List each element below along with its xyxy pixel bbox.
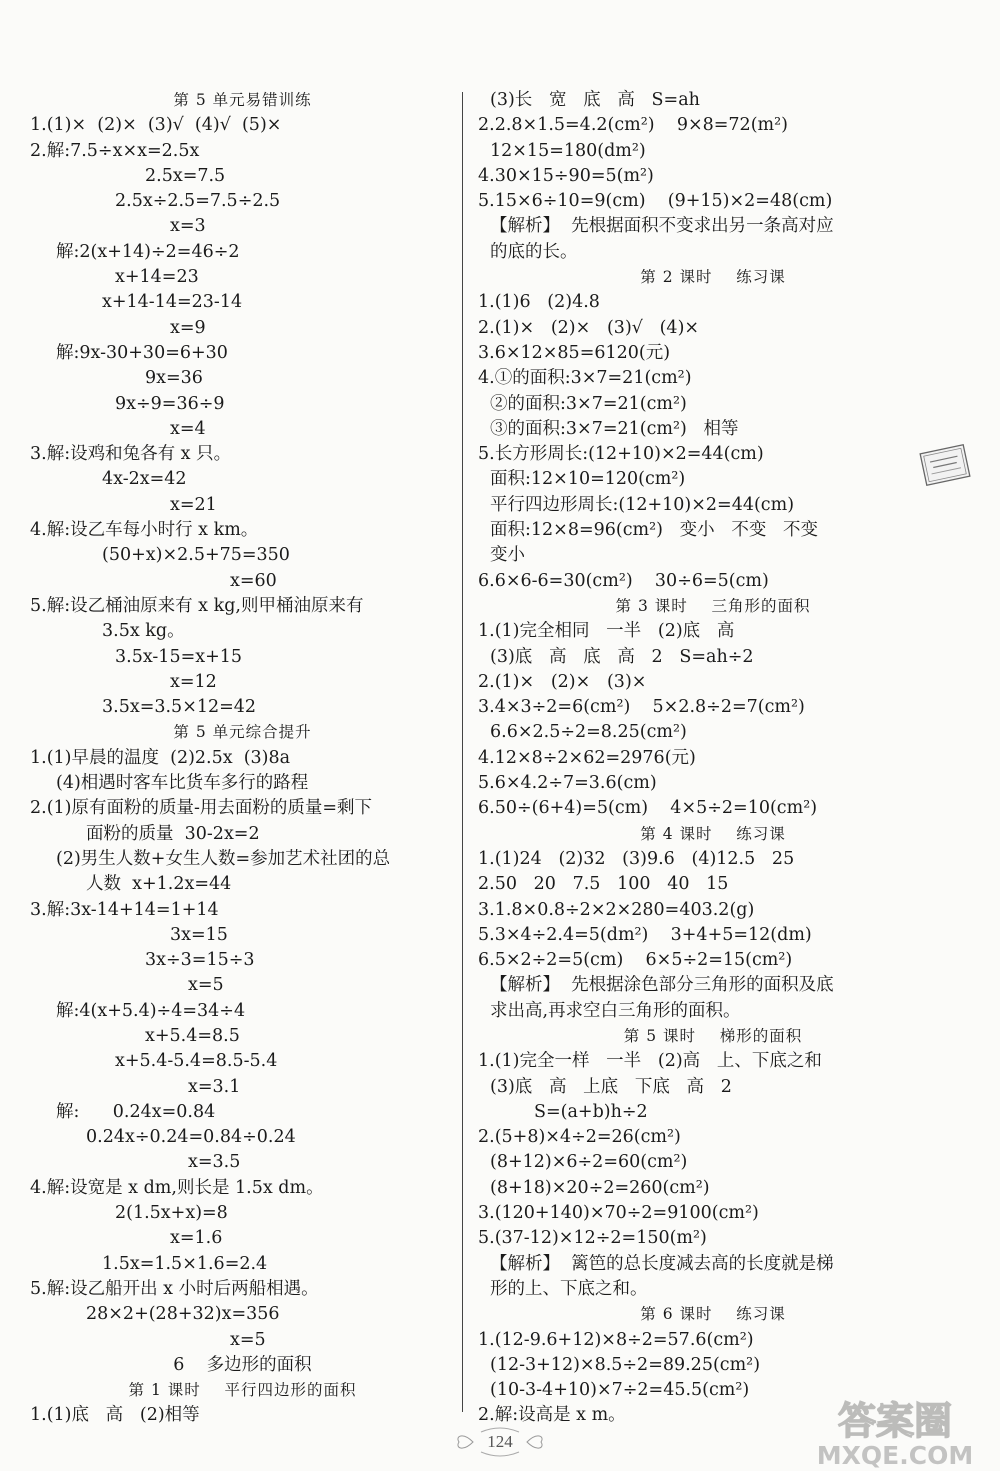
- answer-line: 5.15×6÷10=9(cm) (9+15)×2=48(cm): [478, 191, 833, 212]
- answer-line: x+14=23: [115, 267, 199, 288]
- answer-line: 2.2.8×1.5=4.2(cm²) 9×8=72(m²): [478, 115, 788, 136]
- answer-line: x+5.4-5.4=8.5-5.4: [115, 1051, 278, 1072]
- watermark-top: 答案圈: [837, 1399, 953, 1443]
- section-heading: 第 6 课时 练习课: [640, 1305, 786, 1324]
- answer-line: 面积:12×10=120(cm²): [490, 469, 686, 490]
- answer-line: (3)长 宽 底 高 S=ah: [490, 90, 700, 110]
- answer-line: 5.6×4.2÷7=3.6(cm): [478, 773, 657, 794]
- answer-line: x=5: [188, 975, 224, 996]
- answer-line: 1.(1)6 (2)4.8: [478, 292, 600, 313]
- answer-line: (3)底 高 底 高 2 S=ah÷2: [490, 646, 754, 667]
- answer-line: 5.(37-12)×12÷2=150(m²): [478, 1228, 707, 1249]
- answer-line: 【解析】 篱笆的总长度减去高的长度就是梯: [490, 1253, 834, 1274]
- answer-line: 求出高,再求空白三角形的面积。: [490, 1000, 741, 1021]
- answer-line: (3)底 高 上底 下底 高 2: [490, 1076, 732, 1097]
- answer-line: 2(1.5x+x)=8: [115, 1203, 228, 1224]
- answer-line: 1.(1)24 (2)32 (3)9.6 (4)12.5 25: [478, 848, 795, 869]
- answer-line: 面粉的质量 30-2x=2: [86, 823, 260, 844]
- answer-line: 解:2(x+14)÷2=46÷2: [56, 241, 240, 262]
- answer-line: 5.解:设乙桶油原来有 x kg,则甲桶油原来有: [30, 595, 364, 616]
- answer-line: S=(a+b)h÷2: [534, 1101, 648, 1122]
- answer-line: 【解析】 先根据涂色部分三角形的面积及底: [490, 975, 834, 996]
- answer-line: ②的面积:3×7=21(cm²): [490, 393, 687, 414]
- answer-line: 的底的长。: [490, 241, 578, 262]
- answer-line: 28×2+(28+32)x=356: [86, 1304, 280, 1325]
- answer-line: 4.解:设宽是 x dm,则长是 1.5x dm。: [30, 1177, 324, 1198]
- answer-line: 5.长方形周长:(12+10)×2=44(cm): [478, 444, 764, 465]
- watermark-bottom: MXQE.COM: [816, 1441, 974, 1470]
- answer-line: 形的上、下底之和。: [490, 1278, 648, 1299]
- answer-line: 4.解:设乙车每小时行 x km。: [30, 520, 259, 541]
- answer-line: 1.5x=1.5×1.6=2.4: [102, 1253, 268, 1274]
- answer-line: (12-3+12)×8.5÷2=89.25(cm²): [490, 1354, 761, 1375]
- answer-line: 1.(1)完全一样 一半 (2)高 上、下底之和: [478, 1051, 822, 1072]
- answer-line: ③的面积:3×7=21(cm²) 相等: [490, 418, 739, 439]
- answer-line: 3.解:设鸡和兔各有 x 只。: [30, 444, 232, 465]
- answer-line: 5.解:设乙船开出 x 小时后两船相遇。: [30, 1278, 319, 1299]
- answer-line: 1.(1)早晨的温度 (2)2.5x (3)8a: [30, 747, 291, 768]
- answer-line: 2.解:设高是 x m。: [478, 1405, 626, 1426]
- answer-line: 解: 0.24x=0.84: [56, 1101, 216, 1122]
- answer-line: 变小: [490, 545, 525, 566]
- answer-line: 1.(1)完全相同 一半 (2)底 高: [478, 621, 735, 642]
- answer-line: 4.12×8÷2×62=2976(元): [478, 747, 696, 768]
- answer-line: 3.5x-15=x+15: [115, 646, 243, 667]
- answer-line: x=1.6: [170, 1228, 223, 1249]
- answer-line: 6.5×2÷2=5(cm) 6×5÷2=15(cm²): [478, 950, 793, 971]
- answer-line: 6.6×2.5÷2=8.25(cm²): [490, 722, 687, 743]
- answer-line: 【解析】 先根据面积不变求出另一条高对应: [490, 216, 834, 237]
- answer-line: x+14-14=23-14: [102, 292, 243, 313]
- answer-line: 3x=15: [170, 924, 228, 945]
- answer-line: 解:4(x+5.4)÷4=34÷4: [56, 1000, 246, 1021]
- answer-line: 2.5x=7.5: [145, 165, 226, 186]
- answer-line: x=3.5: [188, 1152, 241, 1173]
- answer-line: x=9: [170, 317, 206, 338]
- answer-line: 2.(1)× (2)× (3)×: [478, 671, 647, 692]
- section-heading: 第 4 课时 练习课: [640, 824, 786, 843]
- answer-line: 2.(5+8)×4÷2=26(cm²): [478, 1127, 681, 1148]
- answer-line: 4x-2x=42: [102, 469, 187, 490]
- answer-line: 9x÷9=36÷9: [115, 393, 225, 414]
- answer-line: 2.(1)× (2)× (3)√ (4)×: [478, 317, 700, 338]
- answer-line: 12×15=180(dm²): [490, 140, 646, 161]
- answer-line: x=3: [170, 216, 206, 237]
- answer-line: 1.(1)× (2)× (3)√ (4)√ (5)×: [30, 115, 282, 136]
- answer-line: x=60: [230, 570, 277, 591]
- answer-line: 1.(12-9.6+12)×8÷2=57.6(cm²): [478, 1329, 754, 1350]
- answer-line: x=3.1: [188, 1076, 241, 1097]
- answer-line: 3.(120+140)×70÷2=9100(cm²): [478, 1203, 759, 1224]
- answer-line: 2.(1)原有面粉的质量-用去面粉的质量=剩下: [30, 798, 373, 819]
- answer-line: x=4: [170, 418, 206, 439]
- section-heading: 第 5 课时 梯形的面积: [623, 1026, 803, 1045]
- answer-line: 3x÷3=15÷3: [145, 950, 255, 971]
- answer-line: x=5: [230, 1329, 266, 1350]
- answer-line: (8+12)×6÷2=60(cm²): [490, 1152, 688, 1173]
- column-divider: [462, 92, 463, 1412]
- left-column: [30, 88, 455, 1429]
- right-column: [478, 88, 948, 1429]
- section-heading: 第 2 课时 练习课: [640, 268, 786, 287]
- answer-line: (10-3-4+10)×7÷2=45.5(cm²): [490, 1380, 750, 1401]
- answer-line: 3.5x kg。: [102, 621, 185, 642]
- answer-line: 3.5x=3.5×12=42: [102, 697, 257, 718]
- answer-line: 面积:12×8=96(cm²) 变小 不变 不变: [490, 520, 819, 541]
- section-heading: 第 5 单元综合提升: [173, 723, 312, 742]
- section-heading: 第 3 课时 三角形的面积: [615, 596, 811, 615]
- answer-line: 6.6×6-6=30(cm²) 30÷6=5(cm): [478, 570, 769, 591]
- answer-line: x=12: [170, 671, 217, 692]
- answer-line: 5.3×4÷2.4=5(dm²) 3+4+5=12(dm): [478, 924, 812, 945]
- watermark-logo: [800, 1392, 990, 1470]
- answer-line: x=21: [170, 494, 217, 515]
- page-number: 124: [487, 1432, 513, 1451]
- answer-line: (2)男生人数+女生人数=参加艺术社团的总: [56, 848, 391, 869]
- answer-line: 1.(1)底 高 (2)相等: [30, 1405, 200, 1426]
- section-heading: 第 1 课时 平行四边形的面积: [128, 1381, 357, 1400]
- answer-line: 解:9x-30+30=6+30: [56, 342, 228, 363]
- answer-line: 3.解:3x-14+14=1+14: [30, 899, 219, 920]
- answer-line: 平行四边形周长:(12+10)×2=44(cm): [490, 494, 795, 515]
- answer-line: 0.24x÷0.24=0.84÷0.24: [86, 1127, 296, 1148]
- answer-line: 3.4×3÷2=6(cm²) 5×2.8÷2=7(cm²): [478, 697, 805, 718]
- section-heading: 第 5 单元易错训练: [173, 91, 312, 109]
- answer-line: (4)相遇时客车比货车多行的路程: [56, 773, 309, 794]
- answer-line: 2.5x÷2.5=7.5÷2.5: [115, 191, 281, 212]
- answer-line: 3.6×12×85=6120(元): [478, 342, 671, 363]
- answer-line: 6.50÷(6+4)=5(cm) 4×5÷2=10(cm²): [478, 798, 818, 819]
- answer-line: 4.①的面积:3×7=21(cm²): [478, 368, 692, 389]
- answer-line: (50+x)×2.5+75=350: [102, 545, 290, 566]
- answer-line: 6 多边形的面积: [173, 1354, 312, 1375]
- answer-line: 9x=36: [145, 368, 203, 389]
- answer-line: 2.50 20 7.5 100 40 15: [478, 874, 729, 895]
- answer-line: 人数 x+1.2x=44: [86, 874, 232, 895]
- stamp-icon: [917, 443, 973, 488]
- answer-line: (8+18)×20÷2=260(cm²): [490, 1177, 710, 1198]
- answer-line: 2.解:7.5÷x×x=2.5x: [30, 140, 200, 161]
- answer-line: 3.1.8×0.8÷2×2×280=403.2(g): [478, 899, 755, 920]
- answer-line: x+5.4=8.5: [145, 1025, 240, 1046]
- answer-line: 4.30×15÷90=5(m²): [478, 165, 654, 186]
